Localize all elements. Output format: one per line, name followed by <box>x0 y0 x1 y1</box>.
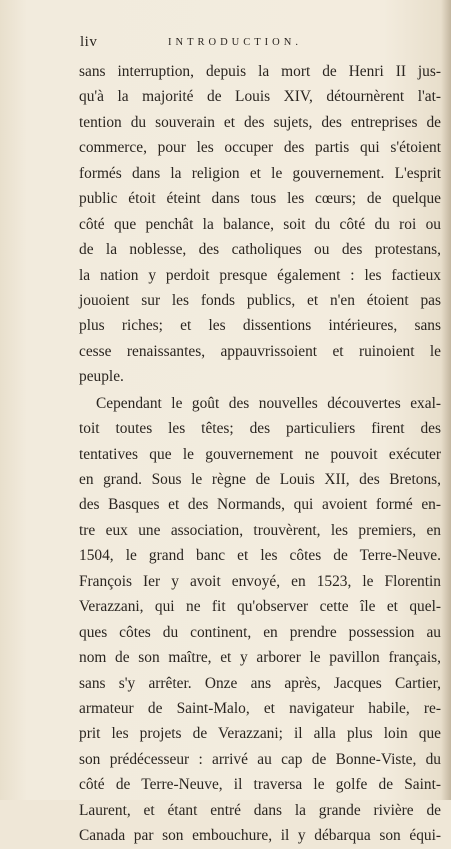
text-line: sans s'y arrêter. Onze ans après, Jacques Cartier, <box>79 674 441 692</box>
text-line: qu'à la majorité de Louis XIV, détournèrent l'at- <box>79 88 441 106</box>
text-line: Canada par son embouchure, il y débarqua son équi- <box>79 827 441 845</box>
text-line: tre eux une association, trouvèrent, les premiers, en <box>79 521 441 539</box>
text-line: de la noblesse, des catholiques ou des protestans, <box>79 241 441 259</box>
text-line: en grand. Sous le règne de Louis XII, des Bretons, <box>79 471 441 488</box>
text-line: formés dans la religion et le gouvernement. L'esprit <box>79 164 441 182</box>
text-line: cesse renaissantes, appauvrissoient et ruinoient le <box>79 342 441 360</box>
text-line: toit toutes les têtes; des particuliers firent des <box>79 420 441 438</box>
text-line: ques côtes du continent, en prendre possession au <box>79 623 441 641</box>
paragraph-1 <box>79 59 441 390</box>
text-line: son prédécesseur : arrivé au cap de Bonne-Viste, du <box>79 750 441 768</box>
text-line: tention du souverain et des sujets, des entreprises de <box>79 113 441 131</box>
paragraph-2 <box>79 391 441 849</box>
text-line: Cependant le goût des nouvelles découvertes exal- <box>96 394 441 412</box>
text-line: public étoit éteint dans tous les cœurs; de quelque <box>79 190 441 208</box>
page-number: liv <box>80 34 98 50</box>
binding-shadow <box>441 0 451 800</box>
text-line: sans interruption, depuis la mort de Henri II jus- <box>79 63 441 80</box>
text-line: Verazzani, qui ne fit qu'observer cette île et quel- <box>79 598 441 616</box>
text-line: côté que penchât la balance, soit du côté du roi ou <box>79 215 441 233</box>
text-line: nom de son maître, et y arborer le pavillon français, <box>79 649 441 667</box>
text-line: la nation y perdoit presque également : les factieux <box>79 266 441 284</box>
text-line: plus riches; et les dissentions intérieures, sans <box>79 317 441 335</box>
text-line: peuple. <box>79 368 124 386</box>
text-line: prit les projets de Verazzani; il alla plus loin que <box>79 725 441 743</box>
text-line: François Ier y avoit envoyé, en 1523, le Florentin <box>79 572 441 590</box>
text-line: commerce, pour les occuper des partis qui s'étoient <box>79 139 441 157</box>
running-title: INTRODUCTION. <box>168 37 302 48</box>
body-text <box>79 59 441 849</box>
text-line: tentatives que le gouvernement ne pouvoit exécuter <box>79 445 441 463</box>
text-line: armateur de Saint-Malo, et navigateur habile, re- <box>79 699 441 717</box>
text-line: 1504, le grand banc et les côtes de Terre-Neuve. <box>79 547 441 565</box>
text-line: jouoient sur les fonds publics, et n'en étoient pas <box>79 291 441 309</box>
text-line: Laurent, et étant entré dans la grande rivière de <box>79 801 441 819</box>
page-header <box>80 32 440 54</box>
text-line: côté de Terre-Neuve, il traversa le golfe de Saint- <box>79 776 441 794</box>
text-line: des Basques et des Normands, qui avoient formé en- <box>79 496 441 514</box>
